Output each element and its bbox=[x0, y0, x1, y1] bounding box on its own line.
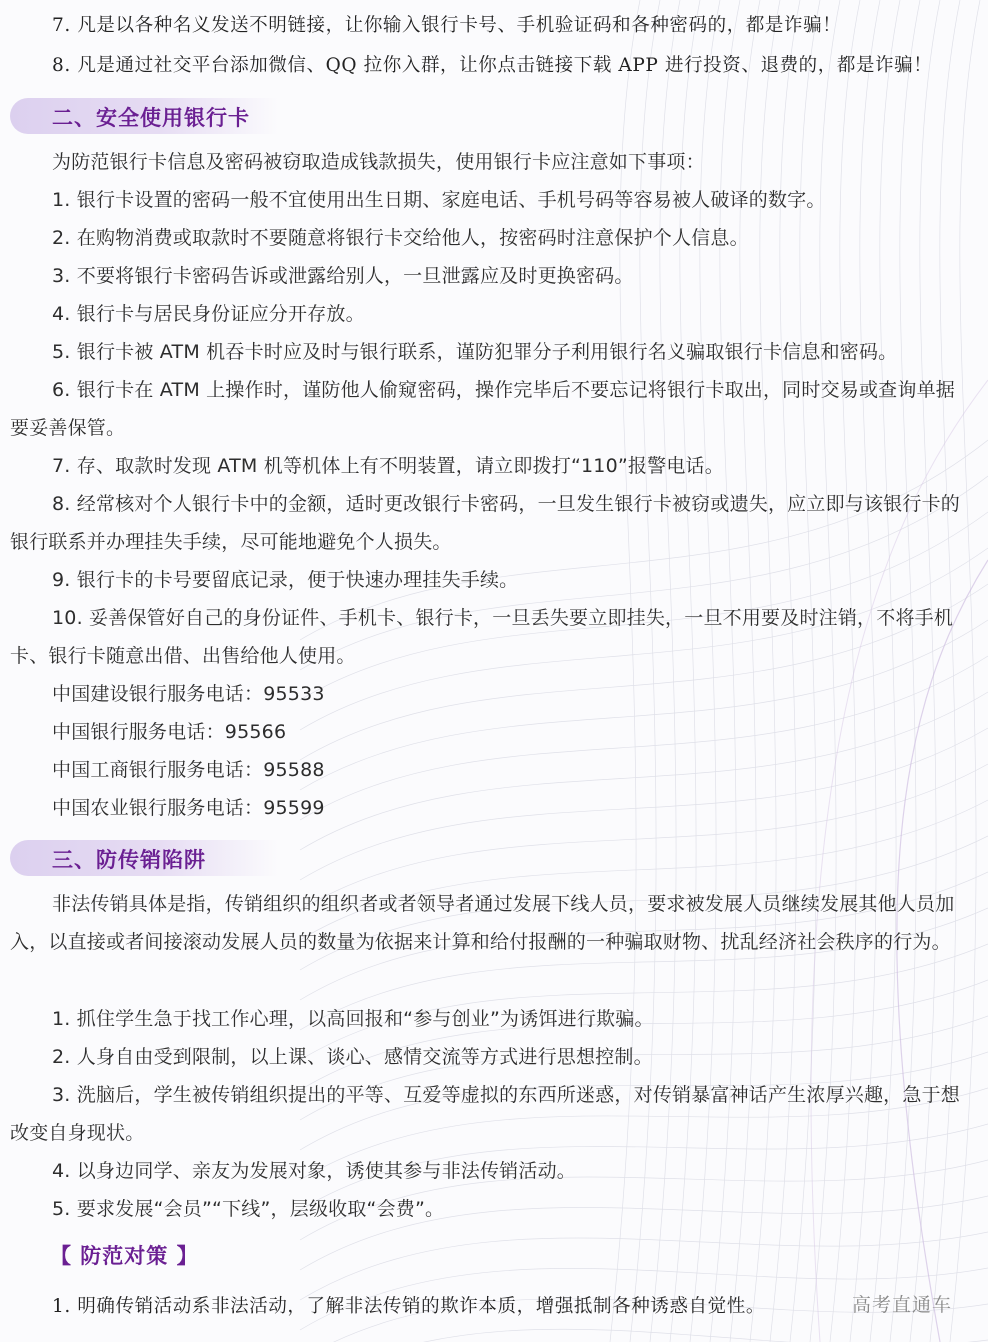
section2-item-3: 3. 不要将银行卡密码告诉或泄露给别人，一旦泄露应及时更换密码。 bbox=[52, 265, 634, 287]
phone-abc: 中国农业银行服务电话：95599 bbox=[52, 797, 325, 819]
section2-item-9: 9. 银行卡的卡号要留底记录，便于快速办理挂失手续。 bbox=[52, 569, 519, 591]
section2-item-7: 7. 存、取款时发现 ATM 机等机体上有不明装置，请立即拨打“110”报警电话。 bbox=[52, 455, 724, 477]
watermark-text: 高考直通车 bbox=[852, 1294, 953, 1316]
top-item-8: 8. 凡是通过社交平台添加微信、QQ 拉你入群，让你点击链接下载 APP 进行投资、退费的，都是诈骗！ bbox=[52, 55, 933, 76]
section3-item-3: 3. 洗脑后，学生被传销组织提出的平等、互爱等虚拟的东西所迷惑，对传销暴富神话产生浓厚兴趣，急于想改变自身现状。 bbox=[10, 1084, 960, 1144]
phone-icbc: 中国工商银行服务电话：95588 bbox=[52, 759, 325, 781]
section3-item-5: 5. 要求发展“会员”“下线”，层级收取“会费”。 bbox=[52, 1198, 445, 1220]
measure-item-1: 1. 明确传销活动系非法活动，了解非法传销的欺诈本质，增强抵制各种诱惑自觉性。 bbox=[52, 1296, 765, 1317]
section2-item-8: 8. 经常核对个人银行卡中的金额，适时更改银行卡密码，一旦发生银行卡被窃或遗失，应立即与该银行卡的银行联系并办理挂失手续，尽可能地避免个人损失。 bbox=[10, 493, 960, 553]
section-heading-text: 三、防传销陷阱 bbox=[52, 848, 206, 872]
section-heading-bank-card bbox=[10, 98, 278, 134]
measures-title: 【 防范对策 】 bbox=[50, 1244, 199, 1268]
section2-item-4: 4. 银行卡与居民身份证应分开存放。 bbox=[52, 303, 365, 325]
section2-item-6: 6. 银行卡在 ATM 上操作时，谨防他人偷窥密码，操作完毕后不要忘记将银行卡取出，同时交易或查询单据要妥善保管。 bbox=[10, 379, 955, 439]
phone-ccb: 中国建设银行服务电话：95533 bbox=[52, 683, 325, 705]
section3-intro: 非法传销具体是指，传销组织的组织者或者领导者通过发展下线人员，要求被发展人员继续发展其他人员加入，以直接或者间接滚动发展人员的数量为依据来计算和给付报酬的一种骗取财物、扰乱经济社会秩序的行为。 bbox=[10, 893, 955, 953]
section2-item-5: 5. 银行卡被 ATM 机吞卡时应及时与银行联系，谨防犯罪分子利用银行名义骗取银行卡信息和密码。 bbox=[52, 341, 898, 363]
section-heading-pyramid bbox=[10, 840, 278, 876]
section3-item-2: 2. 人身自由受到限制，以上课、谈心、感情交流等方式进行思想控制。 bbox=[52, 1046, 653, 1068]
section2-item-10: 10. 妥善保管好自己的身份证件、手机卡、银行卡，一旦丢失要立即挂失，一旦不用要及时注销，不将手机卡、银行卡随意出借、出售给他人使用。 bbox=[10, 607, 954, 667]
phone-boc: 中国银行服务电话：95566 bbox=[52, 721, 287, 743]
section2-item-1: 1. 银行卡设置的密码一般不宜使用出生日期、家庭电话、手机号码等容易被人破译的数字。 bbox=[52, 189, 826, 211]
section3-item-1: 1. 抓住学生急于找工作心理，以高回报和“参与创业”为诱饵进行欺骗。 bbox=[52, 1008, 654, 1030]
section-heading-text: 二、安全使用银行卡 bbox=[52, 106, 250, 130]
section2-item-2: 2. 在购物消费或取款时不要随意将银行卡交给他人，按密码时注意保护个人信息。 bbox=[52, 227, 749, 249]
section2-intro: 为防范银行卡信息及密码被窃取造成钱款损失，使用银行卡应注意如下事项： bbox=[52, 151, 705, 173]
section3-item-4: 4. 以身边同学、亲友为发展对象，诱使其参与非法传销活动。 bbox=[52, 1160, 576, 1182]
top-item-7: 7. 凡是以各种名义发送不明链接，让你输入银行卡号、手机验证码和各种密码的，都是诈骗！ bbox=[52, 15, 842, 36]
